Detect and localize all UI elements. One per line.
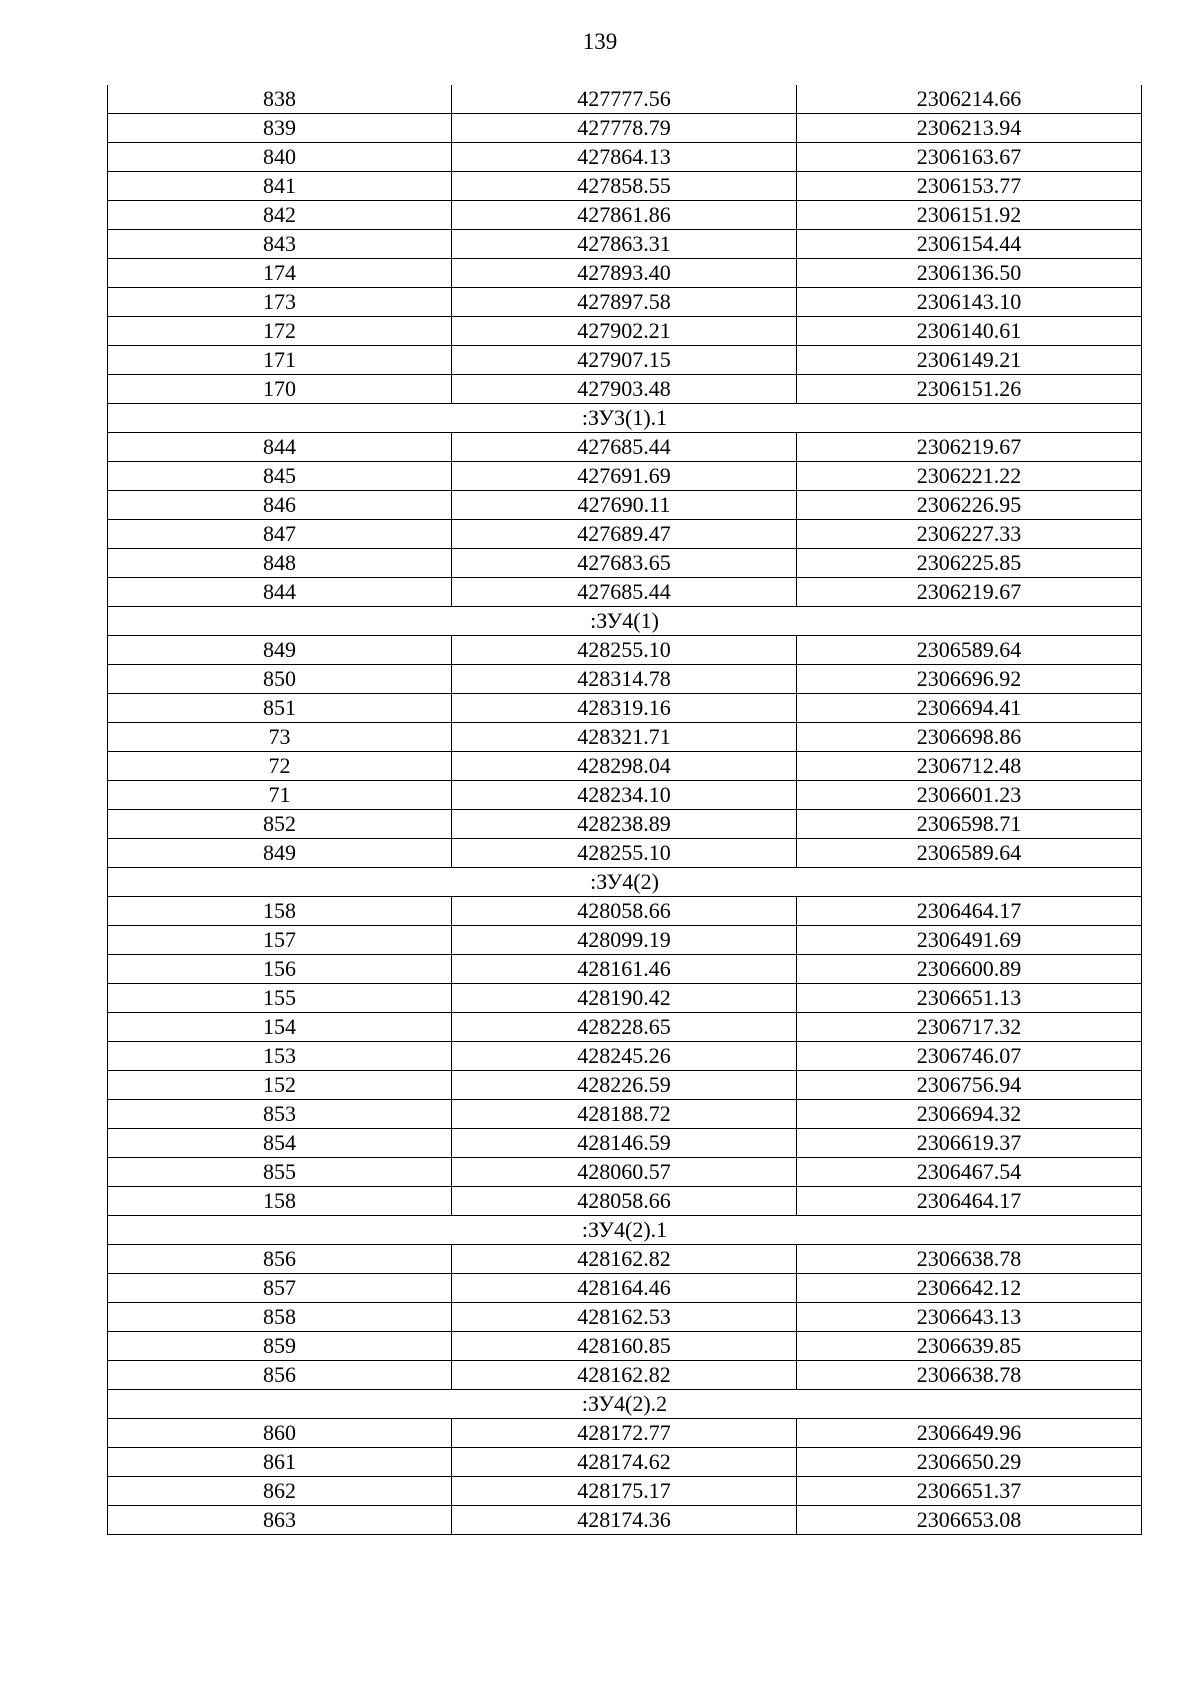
table-row: [108, 143, 1142, 172]
point-number-cell: 845: [108, 462, 452, 491]
table-row: [108, 839, 1142, 868]
table-row: [108, 1361, 1142, 1390]
point-number-cell: 173: [108, 288, 452, 317]
point-number-cell: 839: [108, 114, 452, 143]
point-number-cell: 849: [108, 839, 452, 868]
point-number-cell: 846: [108, 491, 452, 520]
table-row: [108, 1477, 1142, 1506]
table-row: [108, 1274, 1142, 1303]
table-row: [108, 230, 1142, 259]
table-row: [108, 462, 1142, 491]
table-row: [108, 1100, 1142, 1129]
x-coordinate-cell: 428099.19: [452, 926, 797, 955]
y-coordinate-cell: 2306651.13: [797, 984, 1142, 1013]
x-coordinate-cell: 427683.65: [452, 549, 797, 578]
x-coordinate-cell: 427777.56: [452, 85, 797, 114]
table-row: [108, 897, 1142, 926]
table-row: [108, 346, 1142, 375]
table-row: [108, 288, 1142, 317]
table-row: [108, 1187, 1142, 1216]
x-coordinate-cell: 428238.89: [452, 810, 797, 839]
y-coordinate-cell: 2306153.77: [797, 172, 1142, 201]
section-header-row: [108, 404, 1142, 433]
point-number-cell: 841: [108, 172, 452, 201]
table-row: [108, 665, 1142, 694]
y-coordinate-cell: 2306589.64: [797, 636, 1142, 665]
point-number-cell: 855: [108, 1158, 452, 1187]
table-row: [108, 723, 1142, 752]
y-coordinate-cell: 2306696.92: [797, 665, 1142, 694]
x-coordinate-cell: 428175.17: [452, 1477, 797, 1506]
x-coordinate-cell: 428314.78: [452, 665, 797, 694]
y-coordinate-cell: 2306221.22: [797, 462, 1142, 491]
y-coordinate-cell: 2306467.54: [797, 1158, 1142, 1187]
y-coordinate-cell: 2306227.33: [797, 520, 1142, 549]
y-coordinate-cell: 2306464.17: [797, 1187, 1142, 1216]
point-number-cell: 862: [108, 1477, 452, 1506]
point-number-cell: 155: [108, 984, 452, 1013]
table-row: [108, 85, 1142, 114]
x-coordinate-cell: 428174.36: [452, 1506, 797, 1535]
x-coordinate-cell: 428245.26: [452, 1042, 797, 1071]
section-title: :ЗУ4(1): [108, 607, 1142, 636]
x-coordinate-cell: 428298.04: [452, 752, 797, 781]
y-coordinate-cell: 2306619.37: [797, 1129, 1142, 1158]
x-coordinate-cell: 427902.21: [452, 317, 797, 346]
y-coordinate-cell: 2306638.78: [797, 1361, 1142, 1390]
y-coordinate-cell: 2306140.61: [797, 317, 1142, 346]
table-row: [108, 1506, 1142, 1535]
x-coordinate-cell: 428162.82: [452, 1361, 797, 1390]
x-coordinate-cell: 428160.85: [452, 1332, 797, 1361]
x-coordinate-cell: 428058.66: [452, 897, 797, 926]
table-row: [108, 781, 1142, 810]
x-coordinate-cell: 427690.11: [452, 491, 797, 520]
y-coordinate-cell: 2306225.85: [797, 549, 1142, 578]
section-title: :ЗУ4(2).1: [108, 1216, 1142, 1245]
y-coordinate-cell: 2306464.17: [797, 897, 1142, 926]
point-number-cell: 852: [108, 810, 452, 839]
y-coordinate-cell: 2306694.32: [797, 1100, 1142, 1129]
point-number-cell: 170: [108, 375, 452, 404]
y-coordinate-cell: 2306219.67: [797, 578, 1142, 607]
x-coordinate-cell: 428255.10: [452, 636, 797, 665]
x-coordinate-cell: 427864.13: [452, 143, 797, 172]
x-coordinate-cell: 428255.10: [452, 839, 797, 868]
coordinates-table-body: [108, 85, 1142, 1535]
table-row: [108, 1158, 1142, 1187]
table-row: [108, 1303, 1142, 1332]
point-number-cell: 72: [108, 752, 452, 781]
x-coordinate-cell: 428161.46: [452, 955, 797, 984]
x-coordinate-cell: 427858.55: [452, 172, 797, 201]
table-row: [108, 1419, 1142, 1448]
section-header-row: [108, 868, 1142, 897]
table-row: [108, 984, 1142, 1013]
x-coordinate-cell: 427689.47: [452, 520, 797, 549]
point-number-cell: 154: [108, 1013, 452, 1042]
x-coordinate-cell: 427903.48: [452, 375, 797, 404]
x-coordinate-cell: 428188.72: [452, 1100, 797, 1129]
section-header-row: [108, 607, 1142, 636]
section-header-row: [108, 1390, 1142, 1419]
point-number-cell: 158: [108, 1187, 452, 1216]
y-coordinate-cell: 2306154.44: [797, 230, 1142, 259]
point-number-cell: 849: [108, 636, 452, 665]
point-number-cell: 73: [108, 723, 452, 752]
table-row: [108, 955, 1142, 984]
point-number-cell: 171: [108, 346, 452, 375]
y-coordinate-cell: 2306213.94: [797, 114, 1142, 143]
y-coordinate-cell: 2306638.78: [797, 1245, 1142, 1274]
coordinates-table: [107, 85, 1142, 1535]
section-title: :ЗУ4(2).2: [108, 1390, 1142, 1419]
y-coordinate-cell: 2306639.85: [797, 1332, 1142, 1361]
x-coordinate-cell: 427685.44: [452, 578, 797, 607]
x-coordinate-cell: 428172.77: [452, 1419, 797, 1448]
page-number: 139: [582, 29, 618, 54]
table-row: [108, 1042, 1142, 1071]
y-coordinate-cell: 2306650.29: [797, 1448, 1142, 1477]
y-coordinate-cell: 2306746.07: [797, 1042, 1142, 1071]
point-number-cell: 153: [108, 1042, 452, 1071]
x-coordinate-cell: 428190.42: [452, 984, 797, 1013]
point-number-cell: 838: [108, 85, 452, 114]
x-coordinate-cell: 428226.59: [452, 1071, 797, 1100]
table-row: [108, 259, 1142, 288]
point-number-cell: 853: [108, 1100, 452, 1129]
y-coordinate-cell: 2306649.96: [797, 1419, 1142, 1448]
point-number-cell: 843: [108, 230, 452, 259]
table-row: [108, 172, 1142, 201]
table-row: [108, 114, 1142, 143]
point-number-cell: 857: [108, 1274, 452, 1303]
x-coordinate-cell: 428228.65: [452, 1013, 797, 1042]
table-row: [108, 549, 1142, 578]
y-coordinate-cell: 2306651.37: [797, 1477, 1142, 1506]
point-number-cell: 854: [108, 1129, 452, 1158]
section-title: :ЗУ3(1).1: [108, 404, 1142, 433]
table-row: [108, 810, 1142, 839]
y-coordinate-cell: 2306601.23: [797, 781, 1142, 810]
point-number-cell: 844: [108, 433, 452, 462]
point-number-cell: 860: [108, 1419, 452, 1448]
x-coordinate-cell: 428058.66: [452, 1187, 797, 1216]
point-number-cell: 848: [108, 549, 452, 578]
table-row: [108, 201, 1142, 230]
y-coordinate-cell: 2306642.12: [797, 1274, 1142, 1303]
x-coordinate-cell: 427778.79: [452, 114, 797, 143]
point-number-cell: 174: [108, 259, 452, 288]
point-number-cell: 158: [108, 897, 452, 926]
y-coordinate-cell: 2306136.50: [797, 259, 1142, 288]
x-coordinate-cell: 428060.57: [452, 1158, 797, 1187]
point-number-cell: 859: [108, 1332, 452, 1361]
y-coordinate-cell: 2306717.32: [797, 1013, 1142, 1042]
y-coordinate-cell: 2306151.92: [797, 201, 1142, 230]
point-number-cell: 844: [108, 578, 452, 607]
section-header-row: [108, 1216, 1142, 1245]
x-coordinate-cell: 428319.16: [452, 694, 797, 723]
table-row: [108, 433, 1142, 462]
point-number-cell: 157: [108, 926, 452, 955]
y-coordinate-cell: 2306712.48: [797, 752, 1142, 781]
x-coordinate-cell: 428174.62: [452, 1448, 797, 1477]
y-coordinate-cell: 2306589.64: [797, 839, 1142, 868]
table-row: [108, 1071, 1142, 1100]
x-coordinate-cell: 427861.86: [452, 201, 797, 230]
table-row: [108, 520, 1142, 549]
table-row: [108, 1013, 1142, 1042]
point-number-cell: 172: [108, 317, 452, 346]
y-coordinate-cell: 2306653.08: [797, 1506, 1142, 1535]
table-row: [108, 317, 1142, 346]
x-coordinate-cell: 427685.44: [452, 433, 797, 462]
y-coordinate-cell: 2306143.10: [797, 288, 1142, 317]
table-row: [108, 1129, 1142, 1158]
table-row: [108, 578, 1142, 607]
point-number-cell: 861: [108, 1448, 452, 1477]
y-coordinate-cell: 2306756.94: [797, 1071, 1142, 1100]
table-row: [108, 491, 1142, 520]
point-number-cell: 152: [108, 1071, 452, 1100]
table-row: [108, 694, 1142, 723]
y-coordinate-cell: 2306643.13: [797, 1303, 1142, 1332]
point-number-cell: 156: [108, 955, 452, 984]
y-coordinate-cell: 2306491.69: [797, 926, 1142, 955]
y-coordinate-cell: 2306226.95: [797, 491, 1142, 520]
table-row: [108, 752, 1142, 781]
x-coordinate-cell: 427897.58: [452, 288, 797, 317]
x-coordinate-cell: 427691.69: [452, 462, 797, 491]
table-row: [108, 926, 1142, 955]
x-coordinate-cell: 428164.46: [452, 1274, 797, 1303]
x-coordinate-cell: 427893.40: [452, 259, 797, 288]
y-coordinate-cell: 2306698.86: [797, 723, 1142, 752]
table-row: [108, 1245, 1142, 1274]
point-number-cell: 847: [108, 520, 452, 549]
section-title: :ЗУ4(2): [108, 868, 1142, 897]
point-number-cell: 856: [108, 1245, 452, 1274]
y-coordinate-cell: 2306149.21: [797, 346, 1142, 375]
point-number-cell: 856: [108, 1361, 452, 1390]
y-coordinate-cell: 2306219.67: [797, 433, 1142, 462]
table-row: [108, 636, 1142, 665]
point-number-cell: 851: [108, 694, 452, 723]
y-coordinate-cell: 2306151.26: [797, 375, 1142, 404]
point-number-cell: 840: [108, 143, 452, 172]
x-coordinate-cell: 427863.31: [452, 230, 797, 259]
point-number-cell: 858: [108, 1303, 452, 1332]
table-row: [108, 375, 1142, 404]
point-number-cell: 863: [108, 1506, 452, 1535]
point-number-cell: 850: [108, 665, 452, 694]
x-coordinate-cell: 427907.15: [452, 346, 797, 375]
y-coordinate-cell: 2306214.66: [797, 85, 1142, 114]
x-coordinate-cell: 428321.71: [452, 723, 797, 752]
point-number-cell: 842: [108, 201, 452, 230]
x-coordinate-cell: 428146.59: [452, 1129, 797, 1158]
point-number-cell: 71: [108, 781, 452, 810]
x-coordinate-cell: 428162.53: [452, 1303, 797, 1332]
y-coordinate-cell: 2306600.89: [797, 955, 1142, 984]
x-coordinate-cell: 428162.82: [452, 1245, 797, 1274]
table-row: [108, 1332, 1142, 1361]
y-coordinate-cell: 2306598.71: [797, 810, 1142, 839]
y-coordinate-cell: 2306163.67: [797, 143, 1142, 172]
y-coordinate-cell: 2306694.41: [797, 694, 1142, 723]
table-row: [108, 1448, 1142, 1477]
x-coordinate-cell: 428234.10: [452, 781, 797, 810]
